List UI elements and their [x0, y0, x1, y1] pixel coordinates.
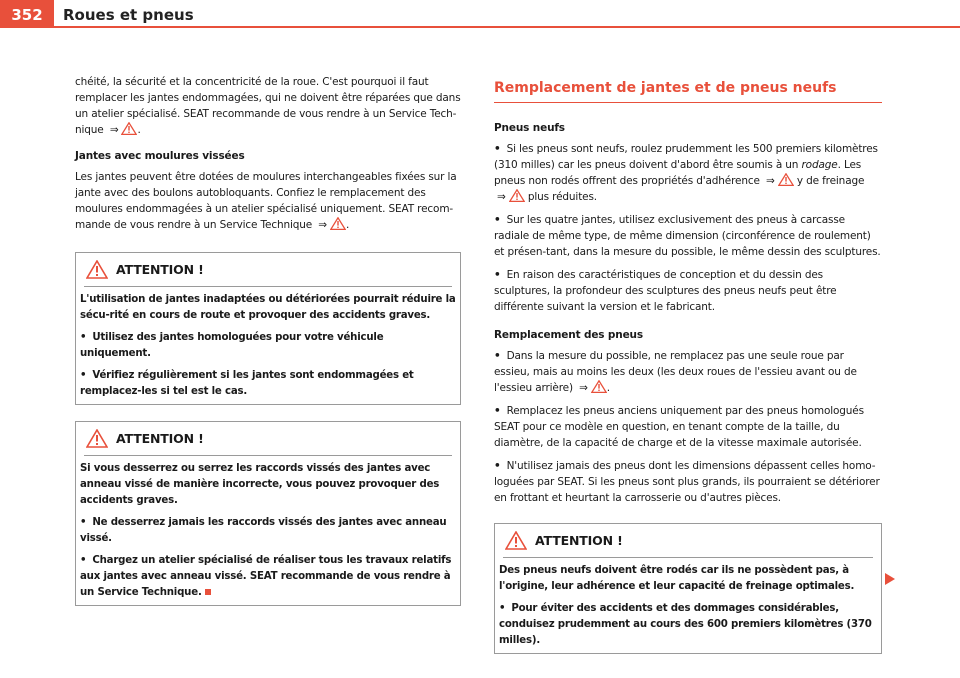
jantes-title: Jantes avec moulures vissées — [75, 150, 245, 162]
warning-body — [495, 558, 881, 653]
warning-body — [76, 287, 460, 404]
left-column — [75, 74, 461, 606]
warning-body — [76, 456, 460, 605]
warning-lead: Des pneus neufs doivent être rodés car ils ne possèdent pas, à l'origine, leur adhérence et leur capacité de freinage optimales. — [499, 565, 855, 592]
list-item: • Remplacez les pneus anciens uniquement par des pneus homologués SEAT pour ce modèle en question, en tenant compte de la taille, du diamètre, de la capacité de charge et de la vitesse maximale autorisée. — [494, 405, 864, 449]
warning-lead: Si vous desserrez ou serrez les raccords vissés des jantes avec anneau vissé de manière incorrecte, vous pouvez provoquer des accidents graves. — [80, 463, 440, 506]
warning-icon[interactable] — [591, 380, 607, 393]
jantes-paragraph: Les jantes peuvent être dotées de moulures interchangeables fixées sur la jante avec des boulons autobloquants. Confiez le remplacement des moulures endommagées à un atelier spécialisé uniquement. SEAT recom-mande de vous rendre à un Service Technique ⇒ . — [75, 171, 457, 231]
ref-arrow-icon: ⇒ — [318, 219, 327, 231]
warning-bullet: • Chargez un atelier spécialisé de réaliser tous les travaux relatifs aux jantes avec anneau vissé. SEAT recommande de vous rendre à un Service Technique. — [80, 555, 452, 598]
warning-triangle-icon — [505, 531, 527, 550]
ref-arrow-icon: ⇒ — [766, 175, 775, 187]
warning-icon[interactable] — [509, 189, 525, 202]
warning-title: ATTENTION ! — [116, 262, 204, 277]
list-item: • Dans la mesure du possible, ne remplacez pas une seule roue par essieu, mais au moins les deux (les deux roues de l'essieu avant ou de l'essieu arrière) ⇒ . — [494, 350, 857, 394]
remplacement-title: Remplacement des pneus — [494, 329, 643, 341]
list-item: • N'utilisez jamais des pneus dont les dimensions dépassent celles homo-loguées par SEAT. Si les pneus sont plus grands, ils pourraient se détériorer en frottant et heurtant la carrosserie ou d'autres pièces. — [494, 460, 880, 504]
ref-arrow-icon: ⇒ — [109, 124, 119, 136]
warning-bullet: • Utilisez des jantes homologuées pour votre véhicule uniquement. — [80, 332, 384, 359]
ref-arrow-icon: ⇒ — [579, 382, 588, 394]
warning-title: ATTENTION ! — [116, 431, 204, 446]
pneus-neufs-title: Pneus neufs — [494, 122, 565, 134]
ref-arrow-icon: ⇒ — [497, 191, 506, 203]
warning-box-2 — [75, 421, 461, 606]
warning-box-1 — [75, 252, 461, 405]
warning-icon[interactable] — [121, 122, 137, 135]
end-mark-icon — [205, 589, 211, 595]
list-item: • En raison des caractéristiques de conception et du dessin des sculptures, la profondeur des sculptures des pneus neufs peut être différente suivant la version et le fabricant. — [494, 269, 837, 313]
continue-arrow-icon[interactable] — [885, 573, 895, 585]
warning-icon[interactable] — [330, 217, 346, 230]
warning-header — [76, 253, 460, 286]
intro-paragraph: chéité, la sécurité et la concentricité de la roue. C'est pourquoi il faut remplacer les jantes endommagées, qui ne doivent être réparées que dans un atelier spécialisé. SEAT recommande de vous rendre à un Service Tech-nique ⇒ . — [75, 76, 461, 136]
warning-header — [76, 422, 460, 455]
warning-icon[interactable] — [778, 173, 794, 186]
section-title: Remplacement de jantes et de pneus neufs — [494, 80, 837, 96]
chapter-title: Roues et pneus — [63, 6, 194, 24]
warning-box-3 — [494, 523, 882, 654]
list-item: • Sur les quatre jantes, utilisez exclusivement des pneus à carcasse radiale de même type, de même dimension (circonférence de roulement) et présen-tant, dans la mesure du possible, le même dessin des sculptures. — [494, 214, 881, 258]
right-column — [494, 80, 882, 654]
warning-triangle-icon — [86, 429, 108, 448]
warning-bullet: • Pour éviter des accidents et des dommages considérables, conduisez prudemment au cours des 600 premiers kilomètres (370 milles). — [499, 603, 872, 646]
warning-header — [495, 524, 881, 557]
warning-triangle-icon — [86, 260, 108, 279]
warning-title: ATTENTION ! — [535, 533, 623, 548]
list-item: • Si les pneus sont neufs, roulez prudemment les 500 premiers kilomètres (310 milles) car les pneus doivent d'abord être soumis à un rodage. Les pneus non rodés offrent des propriétés d'adhérence ⇒ y de freinage ⇒ plus réduites. — [494, 143, 878, 203]
warning-bullet: • Vérifiez régulièrement si les jantes sont endommagées et remplacez-les si tel est le cas. — [80, 370, 414, 397]
page-number: 352 — [0, 0, 54, 28]
warning-bullet: • Ne desserrez jamais les raccords vissés des jantes avec anneau vissé. — [80, 517, 447, 544]
warning-lead: L'utilisation de jantes inadaptées ou détériorées pourrait réduire la sécu-rité en cours de route et provoquer des accidents graves. — [80, 294, 456, 321]
header-rule — [54, 26, 960, 28]
section-rule — [494, 102, 882, 103]
